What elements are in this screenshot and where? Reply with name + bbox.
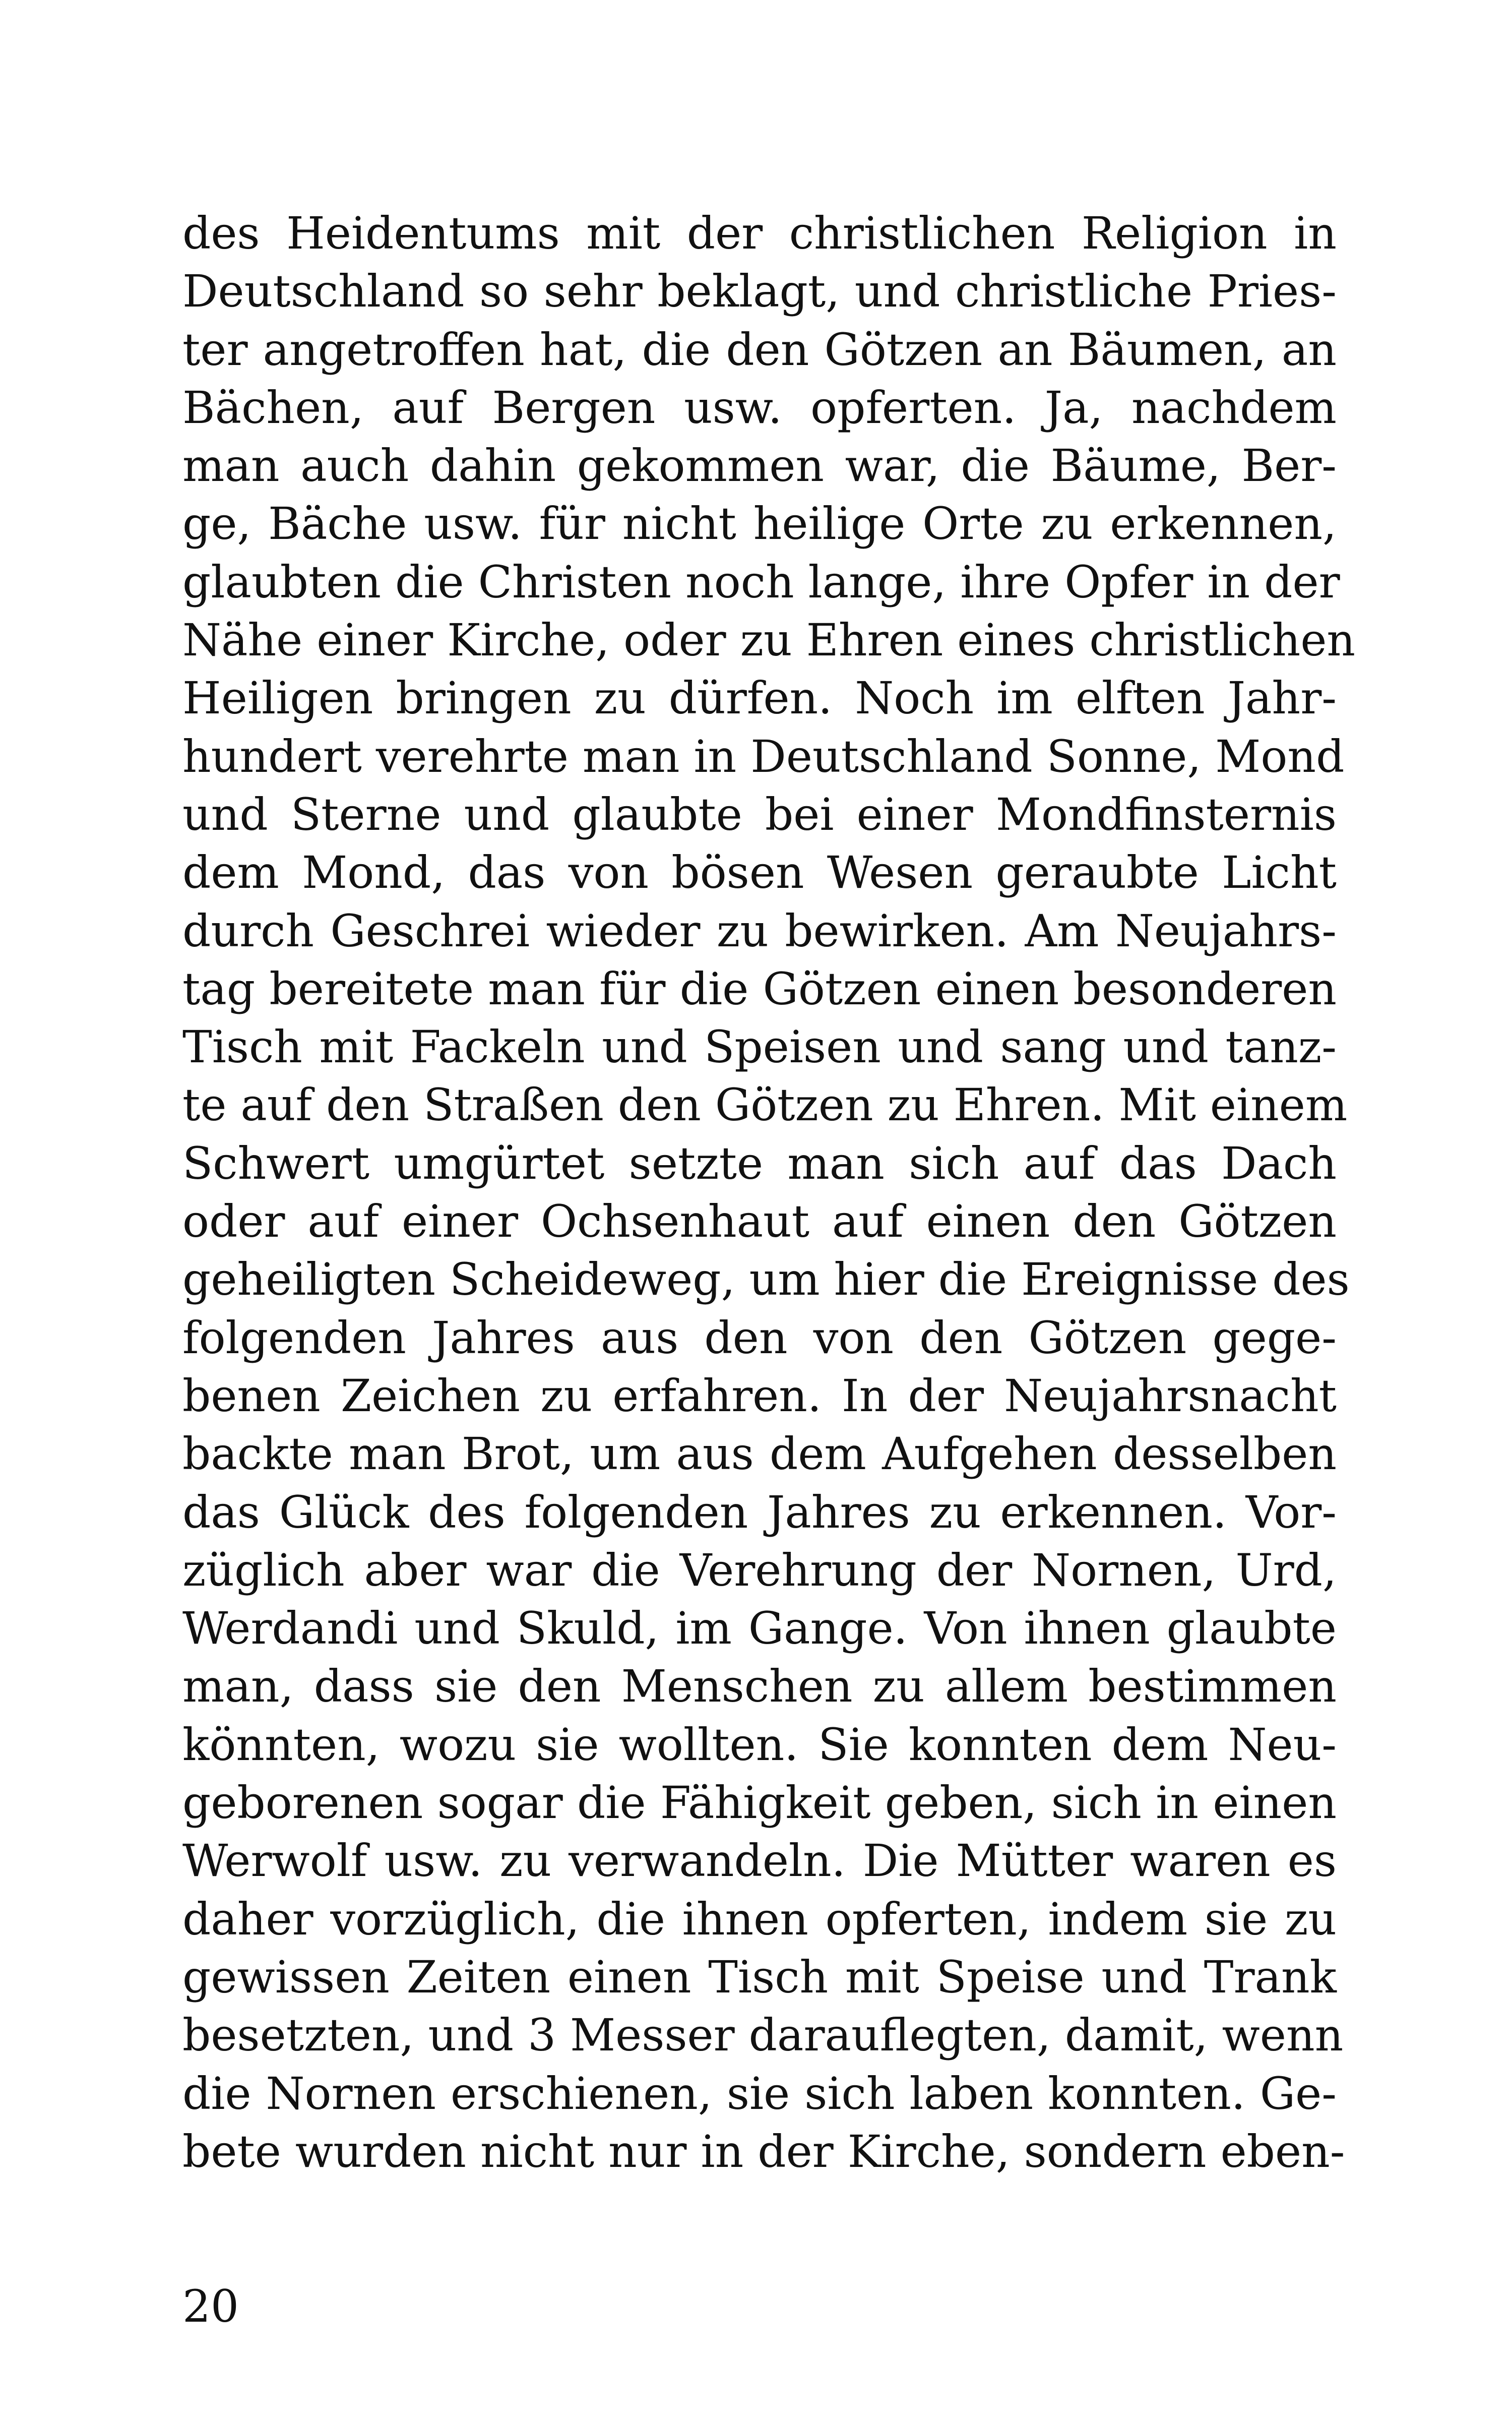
body-text [182, 204, 1356, 2181]
text-line: ter angetroffen hat, die den Götzen an Bäumen, an [182, 323, 1337, 376]
text-line: des Heidentums mit der christlichen Religion in [182, 207, 1337, 259]
text-line: das Glück des folgenden Jahres zu erkennen. Vor- [182, 1486, 1337, 1538]
text-line: Schwert umgürtet setzte man sich auf das Dach [182, 1137, 1337, 1189]
text-line: die Nornen erschienen, sie sich laben konnten. Ge- [182, 2067, 1337, 2120]
text-line: Deutschland so sehr beklagt, und christliche Pries- [182, 265, 1337, 318]
text-line: züglich aber war die Verehrung der Nornen, Urd, [182, 1544, 1337, 1596]
text-line: oder auf einer Ochsenhaut auf einen den Götzen [182, 1195, 1337, 1248]
text-line: man, dass sie den Menschen zu allem bestimmen [182, 1660, 1337, 1713]
text-line: geborenen sogar die Fähigkeit geben, sich in einen [182, 1777, 1337, 1829]
text-line: Werwolf usw. zu verwandeln. Die Mütter waren es [182, 1835, 1337, 1887]
text-line: dem Mond, das von bösen Wesen geraubte Licht [182, 846, 1337, 899]
text-line: man auch dahin gekommen war, die Bäume, Ber- [182, 440, 1337, 492]
text-line: Bächen, auf Bergen usw. opferten. Ja, nachdem [182, 381, 1337, 434]
text-line: tag bereitete man für die Götzen einen besonderen [182, 962, 1337, 1015]
text-line: könnten, wozu sie wollten. Sie konnten dem Neu- [182, 1718, 1337, 1771]
page-number: 20 [182, 2280, 239, 2332]
text-line: Tisch mit Fackeln und Speisen und sang und tanz- [182, 1021, 1337, 1073]
text-line: Werdandi und Skuld, im Gange. Von ihnen glaubte [182, 1602, 1337, 1655]
text-line: benen Zeichen zu erfahren. In der Neujahrsnacht [182, 1369, 1337, 1422]
text-line: und Sterne und glaubte bei einer Mondfinsternis [182, 788, 1337, 840]
text-line: te auf den Straßen den Götzen zu Ehren. Mit einem [182, 1079, 1348, 1131]
text-line: daher vorzüglich, die ihnen opferten, indem sie zu [182, 1893, 1337, 1945]
text-line: geheiligten Scheideweg, um hier die Ereignisse des [182, 1253, 1350, 1306]
text-line: Heiligen bringen zu dürfen. Noch im elften Jahr- [182, 672, 1337, 724]
text-line: backte man Brot, um aus dem Aufgehen desselben [182, 1428, 1337, 1480]
text-line: hundert verehrte man in Deutschland Sonne, Mond [182, 730, 1345, 782]
text-line: besetzten, und 3 Messer darauflegten, damit, wenn [182, 2009, 1344, 2062]
text-line: durch Geschrei wieder zu bewirken. Am Neujahrs- [182, 904, 1337, 957]
text-line: folgenden Jahres aus den von den Götzen gege- [182, 1311, 1337, 1364]
text-line: glaubten die Christen noch lange, ihre Opfer in der [182, 556, 1340, 608]
text-line: bete wurden nicht nur in der Kirche, sondern eben- [182, 2125, 1345, 2177]
text-line: Nähe einer Kirche, oder zu Ehren eines christlichen [182, 614, 1356, 667]
text-line: ge, Bäche usw. für nicht heilige Orte zu erkennen, [182, 498, 1337, 550]
text-line: gewissen Zeiten einen Tisch mit Speise und Trank [182, 1951, 1337, 2003]
